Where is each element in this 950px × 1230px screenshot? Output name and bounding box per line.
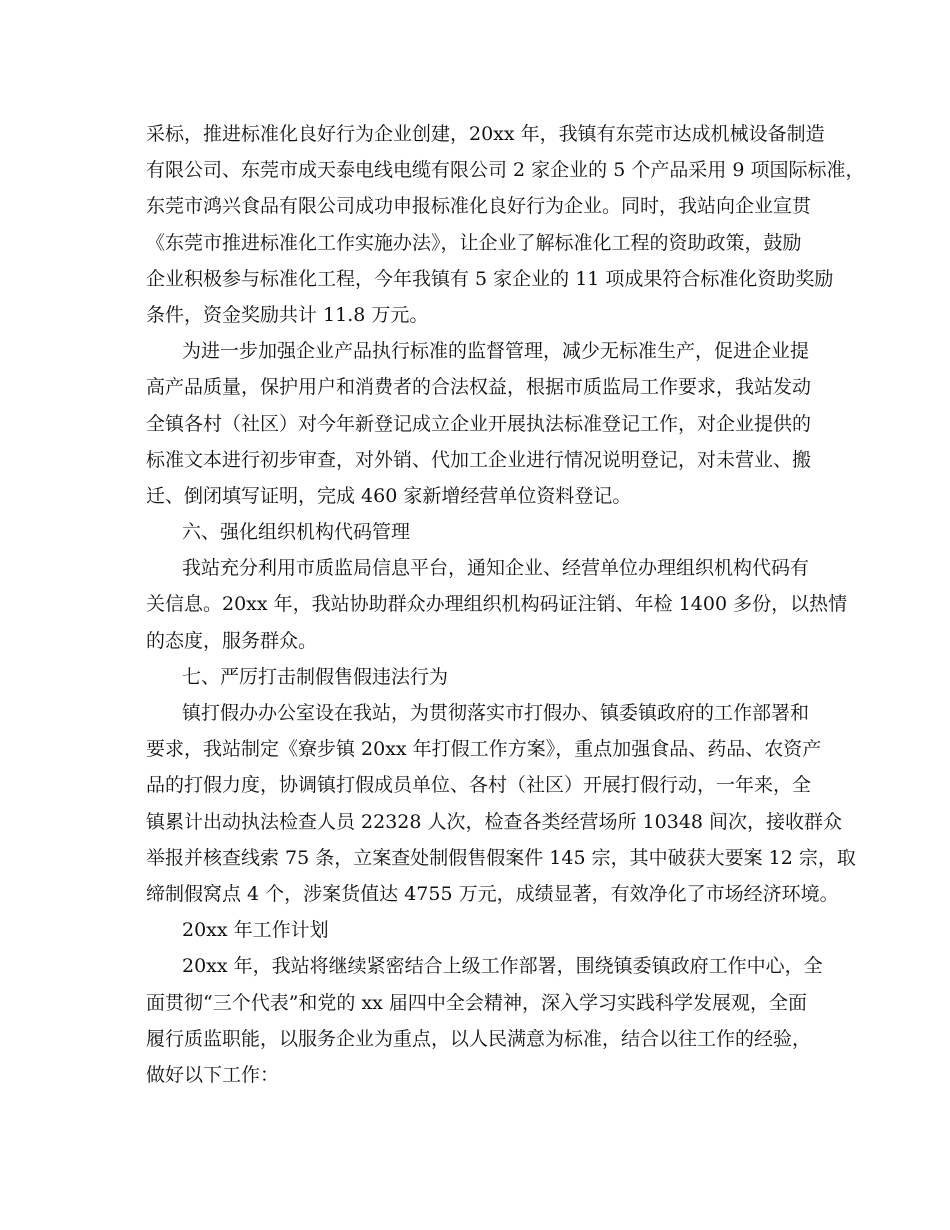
text-line: 做好以下工作： bbox=[146, 1063, 280, 1086]
text-line: 东莞市鸿兴食品有限公司成功申报标准化良好行为企业。同时，我站向企业宣贯 bbox=[146, 195, 812, 218]
text-line: 20xx 年，我站将继续紧密结合上级工作部署，围绕镇委镇政府工作中心，全 bbox=[182, 955, 823, 978]
text-line: 高产品质量，保护用户和消费者的合法权益，根据市质监局工作要求，我站发动 bbox=[146, 376, 812, 399]
text-line: 六、强化组织机构代码管理 bbox=[182, 521, 411, 544]
text-line: 有限公司、东莞市成天泰电线电缆有限公司 2 家企业的 5 个产品采用 9 项国际标准， bbox=[146, 159, 865, 182]
text-line: 企业积极参与标准化工程，今年我镇有 5 家企业的 11 项成果符合标准化资助奖励 bbox=[146, 267, 834, 290]
text-line: 的态度，服务群众。 bbox=[146, 629, 318, 652]
text-line: 要求，我站制定《寮步镇 20xx 年打假工作方案》，重点加强食品、药品、农资产 bbox=[146, 738, 822, 761]
text-line: 全镇各村（社区）对今年新登记成立企业开展执法标准登记工作，对企业提供的 bbox=[146, 412, 812, 435]
text-line: 条件，资金奖励共计 11.8 万元。 bbox=[146, 303, 429, 326]
text-line: 关信息。20xx 年，我站协助群众办理组织机构码证注销、年检 1400 多份，以热情 bbox=[146, 593, 848, 616]
text-line: 履行质监职能，以服务企业为重点，以人民满意为标准，结合以往工作的经验， bbox=[146, 1027, 812, 1050]
text-line: 为进一步加强企业产品执行标准的监督管理，减少无标准生产，促进企业提 bbox=[182, 340, 810, 363]
text-line: 品的打假力度，协调镇打假成员单位、各村（社区）开展打假行动，一年来，全 bbox=[146, 774, 812, 797]
document-body bbox=[146, 116, 865, 1093]
text-line: 迁、倒闭填写证明，完成 460 家新增经营单位资料登记。 bbox=[146, 484, 632, 507]
text-line: 缔制假窝点 4 个，涉案货值达 4755 万元，成绩显著，有效净化了市场经济环境。 bbox=[146, 882, 839, 905]
text-line: 面贯彻“三个代表”和党的 xx 届四中全会精神，深入学习实践科学发展观，全面 bbox=[146, 991, 807, 1014]
text-line: 我站充分利用市质监局信息平台，通知企业、经营单位办理组织机构代码有 bbox=[182, 557, 810, 580]
text-line: 七、严厉打击制假售假违法行为 bbox=[182, 665, 449, 688]
text-line: 采标，推进标准化良好行为企业创建，20xx 年，我镇有东莞市达成机械设备制造 bbox=[146, 123, 825, 145]
text-line: 《东莞市推进标准化工作实施办法》，让企业了解标准化工程的资助政策，鼓励 bbox=[146, 231, 802, 254]
text-line: 镇累计出动执法检查人员 22328 人次，检查各类经营场所 10348 间次，接收群众 bbox=[146, 810, 843, 833]
text-line: 标准文本进行初步审查，对外销、代加工企业进行情况说明登记，对未营业、搬 bbox=[146, 448, 812, 471]
text-line: 举报并核查线索 75 条，立案查处制假售假案件 145 宗，其中破获大要案 12 宗，取 bbox=[146, 846, 856, 869]
text-line: 20xx 年工作计划 bbox=[182, 919, 329, 942]
text-line: 镇打假办办公室设在我站，为贯彻落实市打假办、镇委镇政府的工作部署和 bbox=[182, 702, 810, 724]
